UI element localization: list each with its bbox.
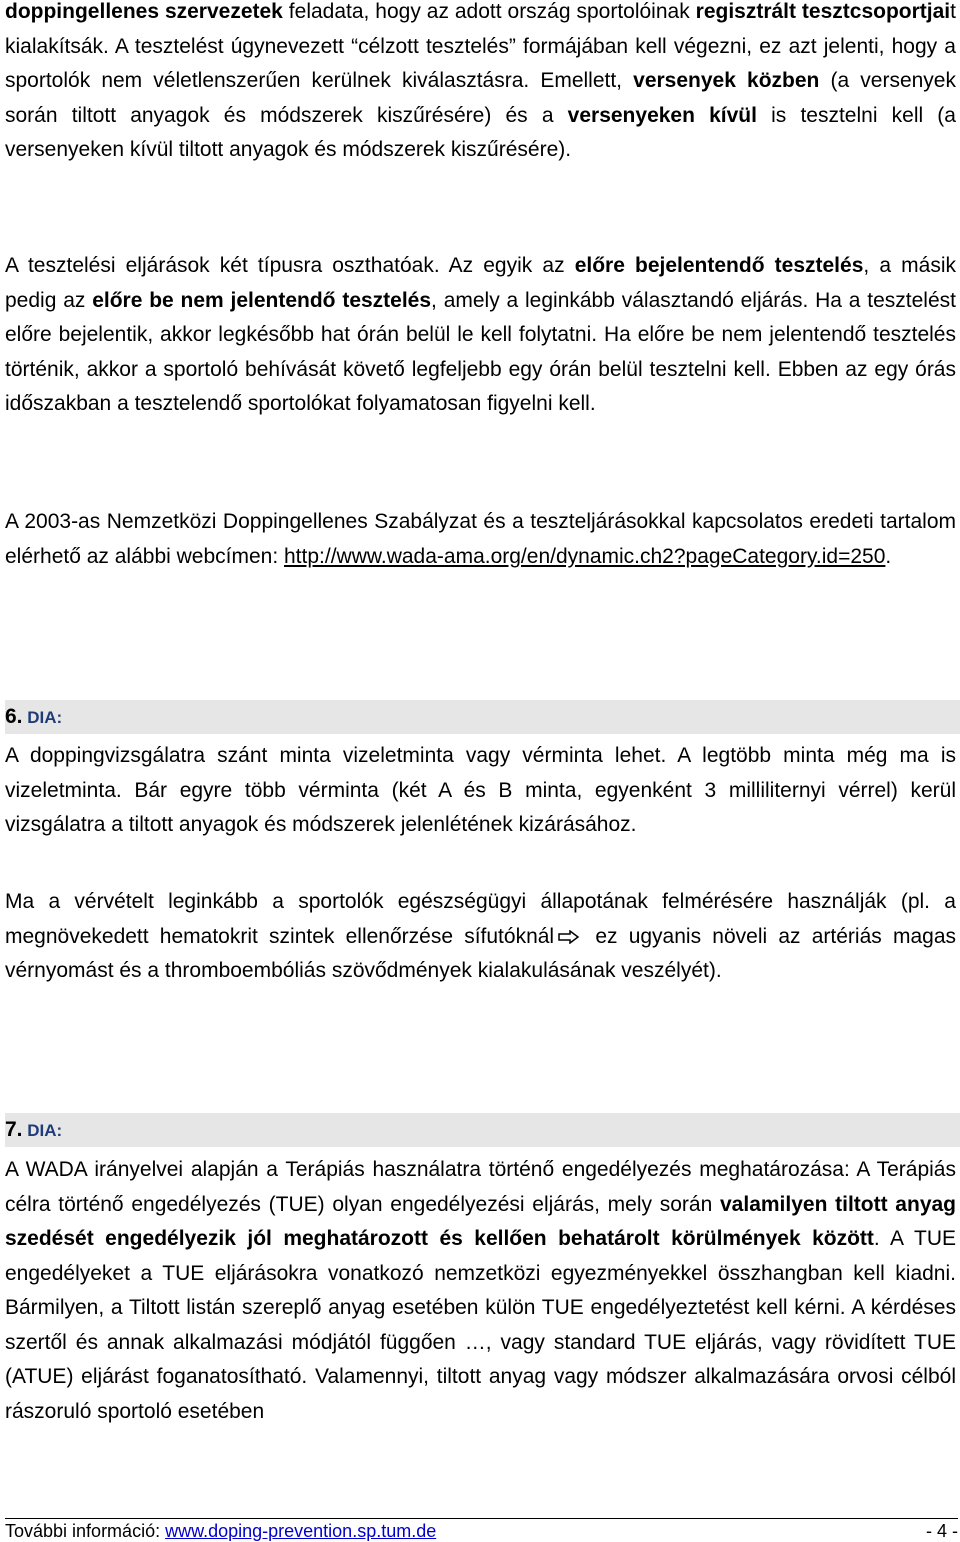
text: t kialakítsák. A tesztelést úgynevezett “célzott tesztelés” formájában kell végezni, ez azt jelenti, hogy a sportolók nem véletlenszerűen kerülnek kiválasztásra. Emellett, [5,0,956,92]
bold-text: doppingellenes szervezetek [5,0,283,23]
section-dia-label: DIA [22,1121,57,1140]
text: ez ugyanis növeli az artériás magas vérnyomást és a thromboembóliás szövődmények kialakulásának veszélyét). [5,924,957,982]
paragraph-testing-groups [5,0,956,168]
text: . [885,544,892,568]
outline-right-arrow-icon [558,930,580,944]
text: A doppingvizsgálatra szánt minta vizeletminta vagy vérminta lehet. A legtöbb minta még ma is vizeletminta. Bár egyre több vérminta (két A és B minta, egyenként 3 milliliternyi vérrel) kerül vizsgálatra a tiltott anyagok és módszerek jelenlétének kizárásához. [5,744,956,836]
bold-text: versenyeken kívül [567,103,757,127]
paragraph-testing-types [5,249,956,422]
text: , a másik pedig az [5,254,956,312]
text: A tesztelési eljárások két típusra oszthatóak. Az egyik az [5,254,575,277]
text: A 2003-as Nemzetközi Doppingellenes Szabályzat és a teszteljárásokkal kapcsolatos eredeti tartalom elérhető az alábbi webcímen: [5,510,956,568]
paragraph-wada-code [5,505,956,574]
section-dia-label: DIA [22,708,57,727]
text: (a versenyek során tiltott anyagok és módszerek kiszűrésére) és a [5,69,956,127]
bold-text: versenyek közben [633,69,820,92]
page-footer [5,1520,958,1542]
section-colon: : [56,1121,63,1140]
text: , amely a leginkább választandó eljárás. Ha a tesztelést előre bejelentik, akkor legkésőbb hat órán belül le kell folytatni. Ha előre be nem jelentendő tesztelés történik, akkor a sportoló behívását követő legfeljebb egy órán belül tesztelni kell. Ebben az egy órás időszakban a tesztelendő sportolókat folyamatosan figyelni kell. [5,288,956,415]
text: . A TUE engedélyeket a TUE eljárásokra vonatkozó nemzetközi egyezményekkel összhangban kell kiadni. Bármilyen, a Tiltott listán szereplő anyag esetében külön TUE engedélyeztetést kell kérni. A kérdéses szertől és annak alkalmazási módjától függően …, vagy standard TUE eljárás, vagy rövidített TUE (ATUE) eljárást foganatosítható. Valamennyi, tiltott anyag vagy módszer alkalmazására orvosi célból rászoruló sportoló esetében [5,1227,956,1423]
section-number: 6. [5,705,23,728]
text: Ma a vérvételt leginkább a sportolók egészségügyi állapotának felmérésére használják (pl. a megnövekedett hematokrit szintek ellenőrzése sífutóknál [5,890,956,948]
section-7-heading [5,1113,960,1147]
footer-label: További információ: [5,1521,166,1541]
page-number: - 4 - [925,1521,958,1541]
paragraph-blood-sampling [5,885,956,989]
paragraph-tue [5,1153,956,1429]
section-number: 7. [5,1118,23,1141]
section-colon: : [56,708,63,727]
wada-url-link[interactable]: http://www.wada-ama.org/en/dynamic.ch2?pageCategory.id=250 [284,544,886,568]
footer-website-link[interactable]: www.doping-prevention.sp.tum.de [165,1521,437,1541]
bold-text: valamilyen tiltott anyag szedését engedélyezik jól meghatározott és kellően behatárolt körülmények között [5,1192,957,1250]
bold-text: előre bejelentendő tesztelés [574,254,864,277]
bold-text: előre be nem jelentendő tesztelés [92,288,432,312]
footer-divider [5,1518,958,1519]
text: A WADA irányelvei alapján a Terápiás használatra történő engedélyezés meghatározása: A Terápiás célra történő engedélyezés (TUE) olyan engedélyezési eljárás, mely során [5,1158,956,1216]
text: feladata, hogy az adott ország sportolóinak [282,0,696,23]
text: is tesztelni kell (a versenyeken kívül tiltott anyagok és módszerek kiszűrésére). [5,103,956,161]
bold-text: regisztrált tesztcsoportjai [695,0,951,23]
section-6-heading [5,700,960,734]
paragraph-sample-types [5,739,956,843]
